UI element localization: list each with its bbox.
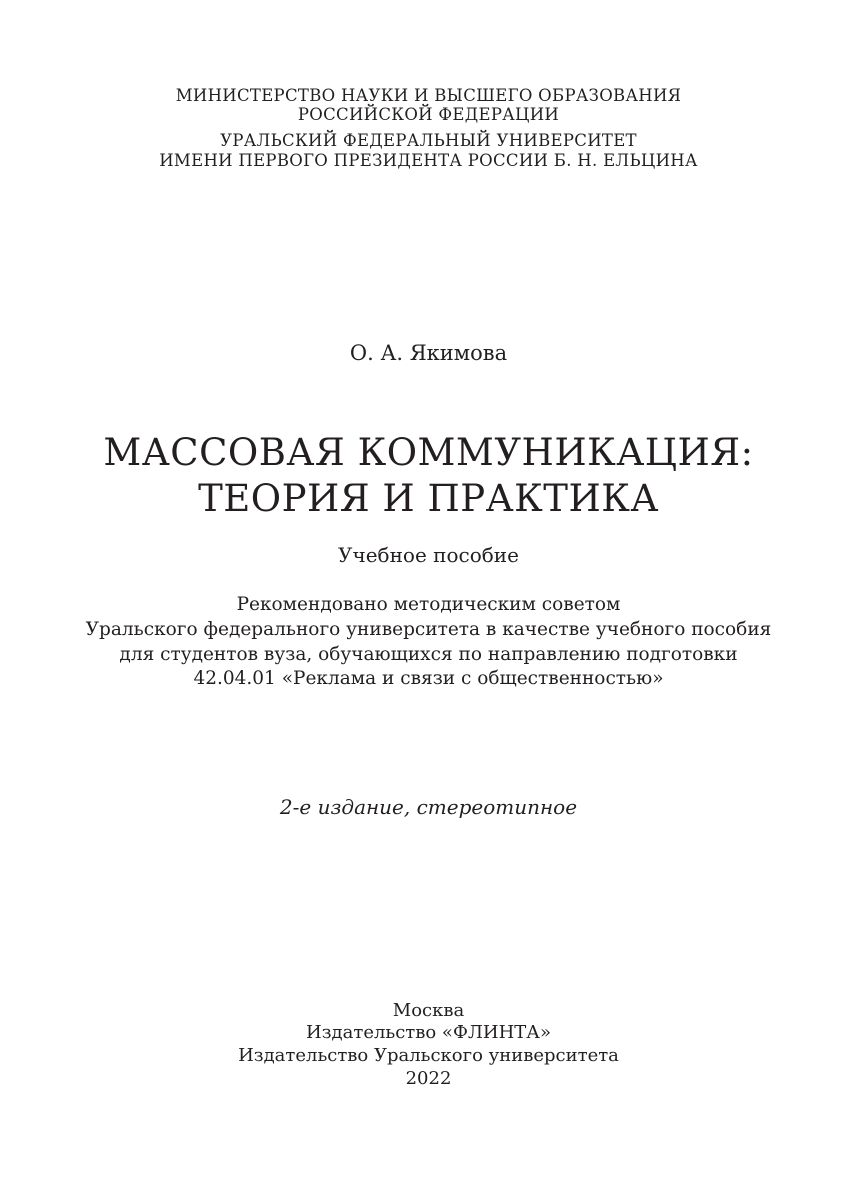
author-name: О. А. Якимова: [349, 341, 508, 365]
recommendation-line-2: Уральского федерального университета в качестве учебного пособия: [85, 619, 772, 640]
book-subtitle: Учебное пособие: [338, 543, 519, 567]
imprint-publisher-2: Издательство Уральского университета: [238, 1045, 619, 1066]
title-line-2: ТЕОРИЯ И ПРАКТИКА: [198, 477, 659, 520]
recommendation-line-4: 42.04.01 «Реклама и связи с общественностью»: [193, 668, 664, 689]
edition-note: 2-е издание, стереотипное: [279, 795, 578, 819]
ministry-line-1: МИНИСТЕРСТВО НАУКИ И ВЫСШЕГО ОБРАЗОВАНИЯ: [175, 86, 682, 105]
imprint-year: 2022: [405, 1068, 452, 1089]
title-line-1: МАССОВАЯ КОММУНИКАЦИЯ:: [103, 431, 754, 474]
recommendation-line-1: Рекомендовано методическим советом: [236, 594, 621, 615]
imprint-city: Москва: [392, 1000, 465, 1021]
university-line-2: ИМЕНИ ПЕРВОГО ПРЕЗИДЕНТА РОССИИ Б. Н. ЕЛЬЦИНА: [159, 151, 698, 170]
recommendation-line-3: для студентов вуза, обучающихся по направлению подготовки: [119, 644, 738, 665]
imprint-publisher-1: Издательство «ФЛИНТА»: [306, 1022, 551, 1043]
university-line-1: УРАЛЬСКИЙ ФЕДЕРАЛЬНЫЙ УНИВЕРСИТЕТ: [220, 131, 637, 150]
ministry-line-2: РОССИЙСКОЙ ФЕДЕРАЦИИ: [297, 105, 560, 124]
